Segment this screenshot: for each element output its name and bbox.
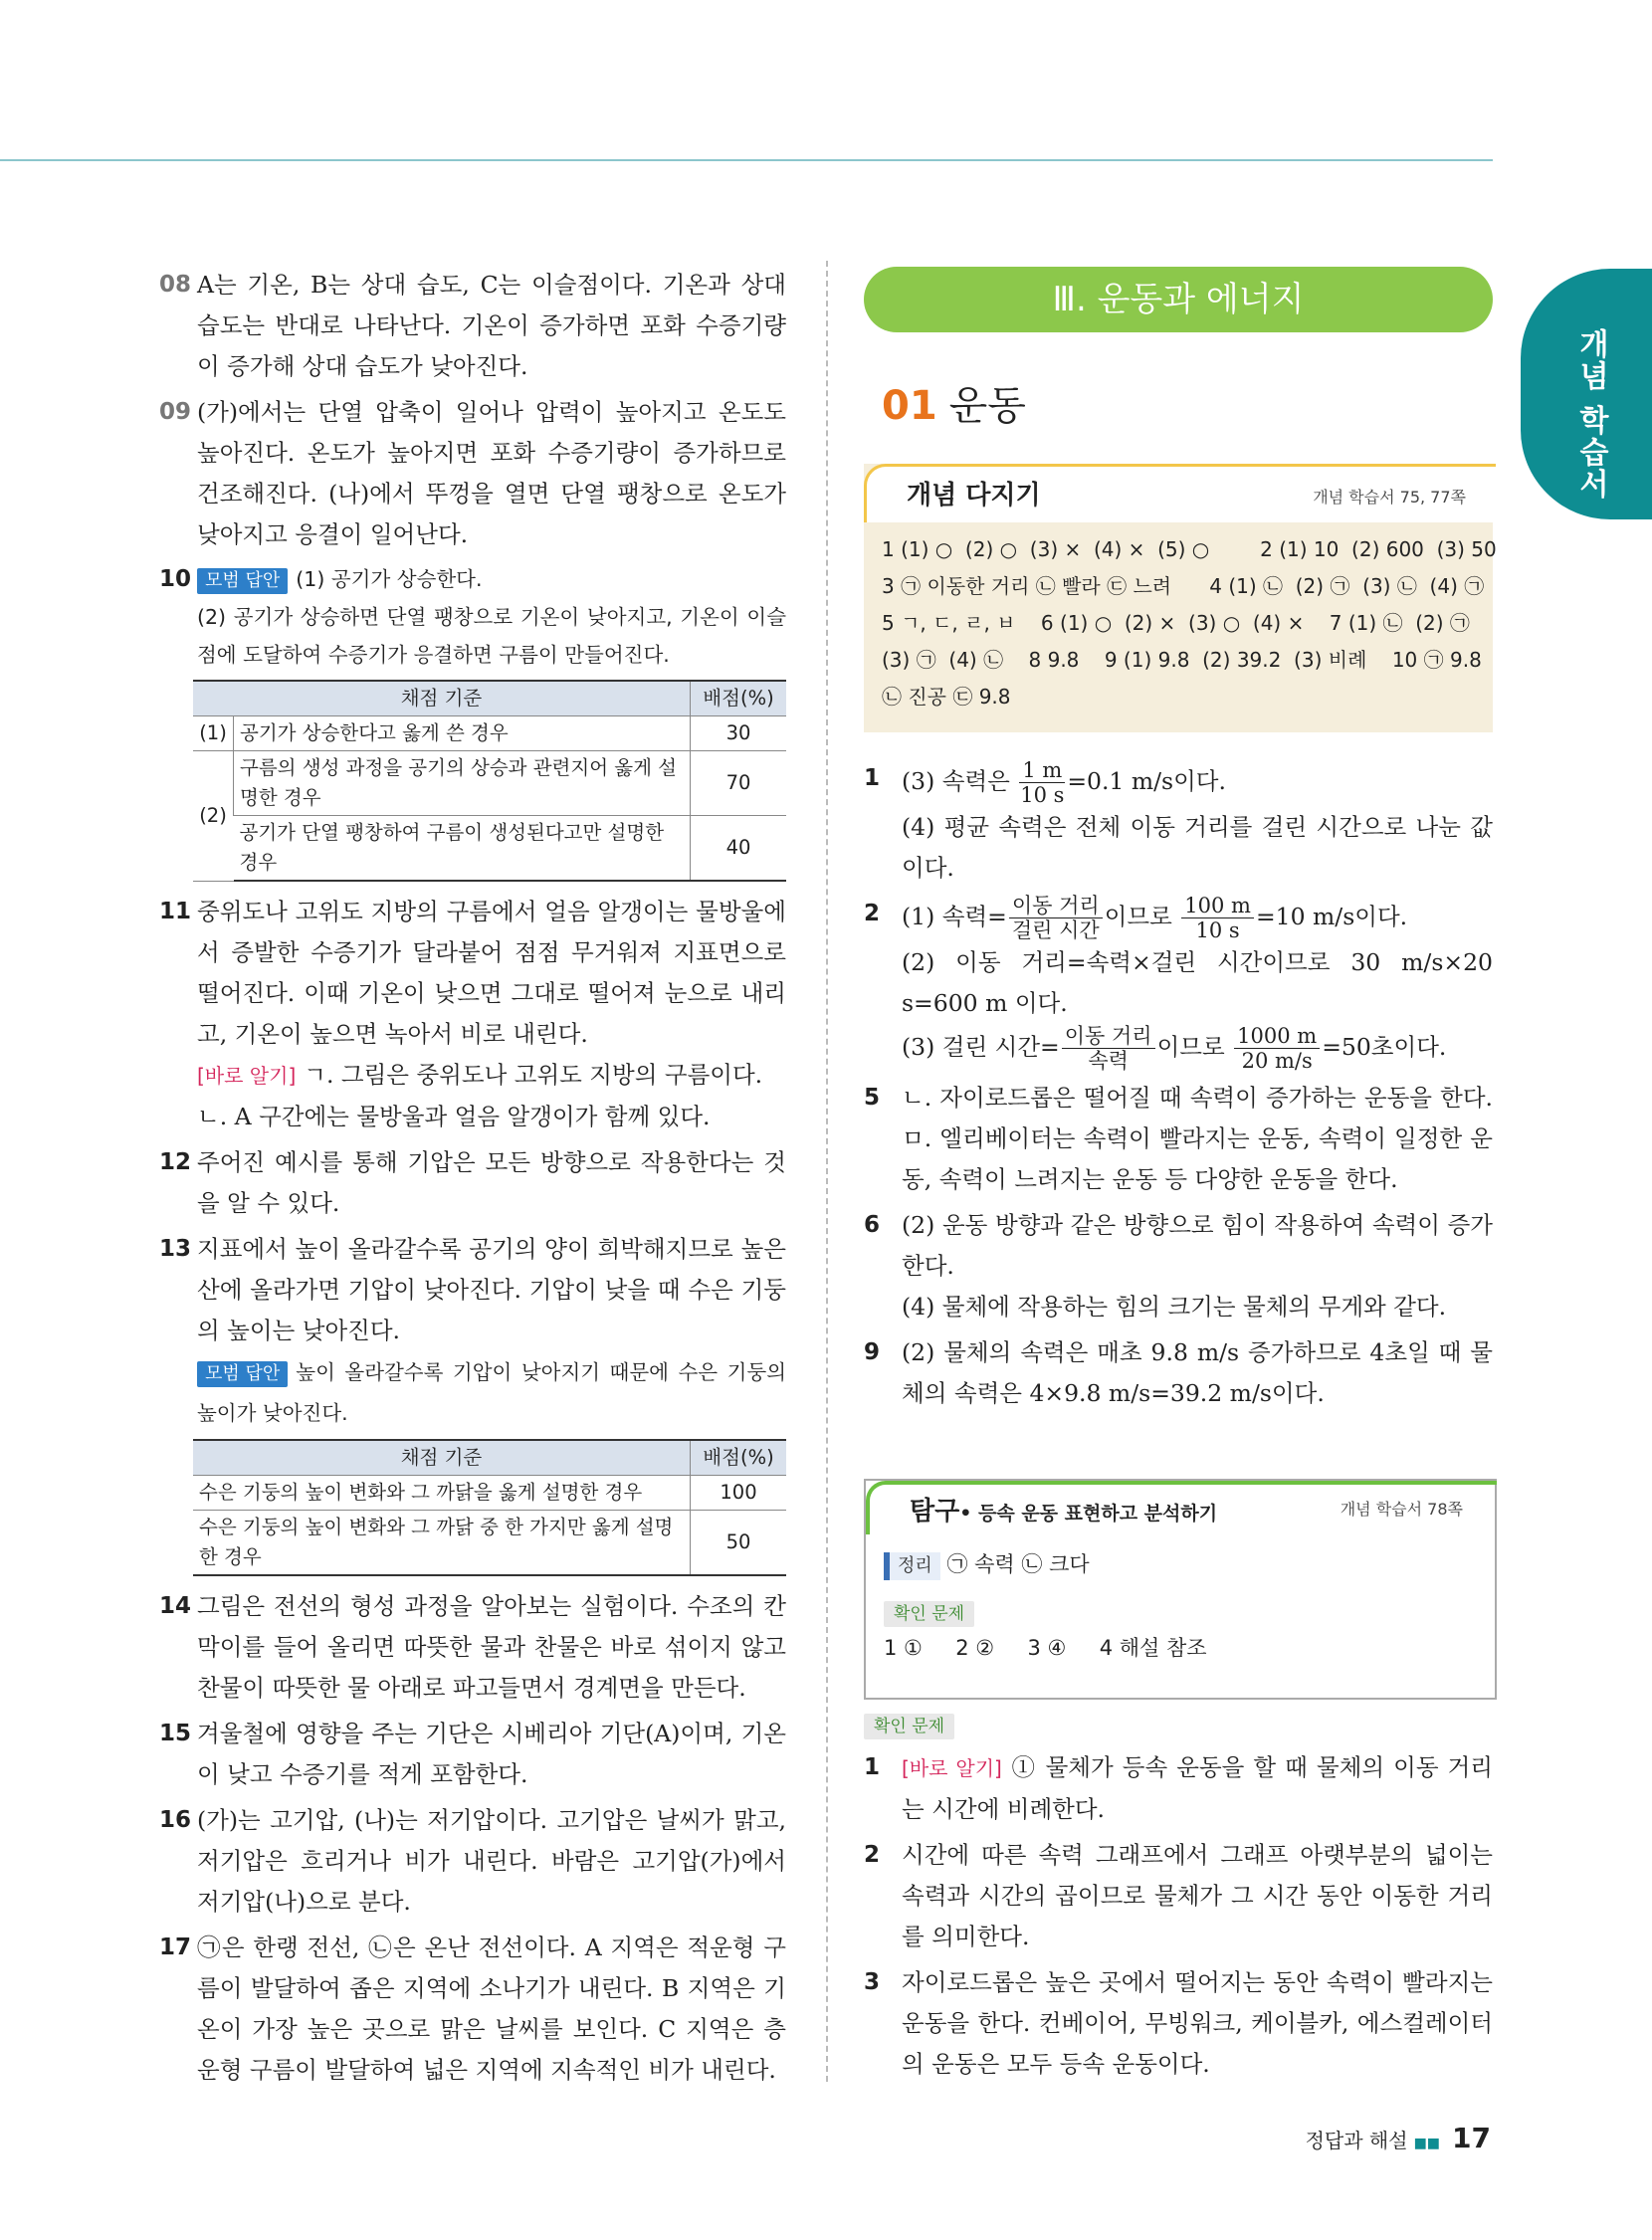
concept-line: 5 ㄱ, ㄷ, ㄹ, ㅂ 6 (1) ○ (2) × (3) ○ (4) × 7 (1) ㉡ (2) ㉠ xyxy=(882,611,1470,635)
item-number: 6 xyxy=(864,1212,881,1238)
explore-ref: 개념 학습서 78쪽 xyxy=(1340,1500,1463,1519)
fraction: $\frac{1 m}{10 s}$ xyxy=(1020,758,1065,807)
item-number: 17 xyxy=(159,1935,192,1960)
check-explanations xyxy=(864,1747,1493,2090)
item-number: 13 xyxy=(159,1236,192,1262)
explanation-5: 5 ㄴ. 자이로드롭은 떨어질 때 속력이 증가하는 운동을 한다. ㅁ. 엘리베이터는 속력이 빨라지는 운동, 속력이 일정한 운동, 속력이 느려지는 운동 등 다양한 운동을 한다. xyxy=(864,1078,1493,1200)
answer-15 xyxy=(159,1714,786,1795)
explanation-2: 2 (1) 속력= $\frac{\text{이동 거리}}{\text{걸린 시간}}$ 이므로 $\frac{100 m}{10 s}$ =10 m/s이다. (2) 이동 거리=속력×걸린 시간이므로 30 m/s×20 s=600 m 이다. (3) 걸린 시간= $\frac{\text{이동 거리}}{\text{속력}}$ 이므로 $\frac{1000 m}{20 m/s}$ =50초이다. xyxy=(864,894,1493,1073)
explanation-1: 1 (3) 속력은 $\frac{1 m}{10 s}$ =0.1 m/s이다. (4) 평균 속력은 전체 이동 거리를 걸린 시간으로 나눈 값이다. xyxy=(864,758,1493,882)
item-number: 16 xyxy=(159,1807,192,1833)
concept-line: 3 ㉠ 이동한 거리 ㉡ 빨라 ㉢ 느려 4 (1) ㉡ (2) ㉠ (3) ㉡ (4) ㉠ xyxy=(882,574,1485,598)
chapter-number: 01 xyxy=(882,383,937,429)
table-header: 배점(%) xyxy=(691,1440,787,1476)
explore-title: 탐구• 등속 운동 표현하고 분석하기 xyxy=(910,1497,1218,1527)
quick-check-label: [바로 알기] xyxy=(902,1756,1002,1780)
check-1: 1 [바로 알기] ① 물체가 등속 운동을 할 때 물체의 이동 거리는 시간에 비례한다. xyxy=(864,1747,1493,1830)
answer-12 xyxy=(159,1142,786,1224)
table-row: 공기가 단열 팽창하여 구름이 생성된다고만 설명한 경우 40 xyxy=(193,816,786,882)
footer-label: 정답과 해설 xyxy=(1305,2129,1408,2152)
fraction: $\frac{100 m}{10 s}$ xyxy=(1181,894,1254,942)
item-number: 2 xyxy=(864,1842,881,1868)
concept-review-ref: 개념 학습서 75, 77쪽 xyxy=(1313,488,1466,507)
item-text: (가)는 고기압, (나)는 저기압이다. 고기압은 날씨가 맑고, 저기압은 흐리거나 비가 내린다. 바람은 고기압(가)에서 저기압(나)으로 분다. xyxy=(197,1806,786,1916)
fraction: $\frac{\text{이동 거리}}{\text{걸린 시간}}$ xyxy=(1009,894,1103,942)
check-tag: 확인 문제 xyxy=(884,1601,974,1627)
note-line: ㄱ. 그림은 중위도나 고위도 지방의 구름이다. xyxy=(304,1061,763,1089)
fraction: $\frac{1000 m}{20 m/s}$ xyxy=(1234,1024,1320,1073)
top-rule xyxy=(0,159,1493,161)
item-text: (가)에서는 단열 압축이 일어나 압력이 높아지고 온도도 높아진다. 온도가 높아지면 포화 수증기량이 증가하므로 건조해진다. (나)에서 뚜껑을 열면 단열 팽창으로 온도가 낮아지고 응결이 일어난다. xyxy=(197,398,786,548)
concept-answers xyxy=(882,531,1497,715)
item-text: 지표에서 높이 올라갈수록 공기의 양이 희박해지므로 높은 산에 올라가면 기압이 낮아진다. 기압이 낮을 때 수은 기둥의 높이는 낮아진다. xyxy=(197,1235,786,1344)
item-text: 그림은 전선의 형성 과정을 알아보는 실험이다. 수조의 칸막이를 들어 올리면 따뜻한 물과 찬물은 바로 섞이지 않고 찬물이 따뜻한 물 아래로 파고들면서 경계면을 만든다. xyxy=(197,1592,786,1702)
item-number: 3 xyxy=(864,1969,881,1995)
item-number: 1 xyxy=(864,765,881,791)
explore-body xyxy=(884,1546,1207,1666)
table-header: 배점(%) xyxy=(691,681,787,716)
answer-line: (2) 공기가 상승하면 단열 팽창으로 기온이 낮아지고, 기온이 이슬점에 도달하여 수증기가 응결하면 구름이 만들어진다. xyxy=(197,605,786,667)
explore-subtitle: • 등속 운동 표현하고 분석하기 xyxy=(959,1503,1218,1525)
explanation-9: 9 (2) 물체의 속력은 매초 9.8 m/s 증가하므로 4초일 때 물체의 속력은 4×9.8 m/s=39.2 m/s이다. xyxy=(864,1332,1493,1414)
unit-banner: Ⅲ. 운동과 에너지 xyxy=(864,267,1493,332)
item-number: 5 xyxy=(864,1085,881,1111)
page-number: 17 xyxy=(1452,2122,1491,2154)
answer-line: (1) 공기가 상승한다. xyxy=(296,567,483,591)
chapter-title xyxy=(882,374,1026,431)
section-side-tab xyxy=(1521,269,1652,519)
page-footer xyxy=(1306,2122,1491,2154)
table-row: 수은 기둥의 높이 변화와 그 까닭 중 한 가지만 옳게 설명한 경우 50 xyxy=(193,1511,786,1576)
answer-08 xyxy=(159,265,786,387)
check-3: 3 자이로드롭은 높은 곳에서 떨어지는 동안 속력이 빨라지는 운동을 한다. 컨베이어, 무빙워크, 케이블카, 에스컬레이터의 운동은 모두 등속 운동이다. xyxy=(864,1962,1493,2085)
left-column xyxy=(159,265,786,2096)
side-tab-label: 개념 학습서 xyxy=(1573,328,1608,501)
item-text: ㉠은 한랭 전선, ㉡은 온난 전선이다. A 지역은 적운형 구름이 발달하여 좁은 지역에 소나기가 내린다. B 지역은 기온이 가장 높은 곳으로 맑은 날씨를 보인다. C 지역은 층운형 구름이 발달하여 넓은 지역에 지속적인 비가 내린다. xyxy=(197,1934,786,2084)
concept-review-box xyxy=(864,464,1497,732)
table-header: 채점 기준 xyxy=(193,681,691,716)
table-row: (2) 구름의 생성 과정을 공기의 상승과 관련지어 옳게 설명한 경우 70 xyxy=(193,751,786,816)
table-row: 수은 기둥의 높이 변화와 그 까닭을 옳게 설명한 경우 100 xyxy=(193,1476,786,1511)
item-number: 11 xyxy=(159,899,192,924)
item-number: 12 xyxy=(159,1149,192,1175)
item-text: 겨울철에 영향을 주는 기단은 시베리아 기단(A)이며, 기온이 낮고 수증기를 적게 포함한다. xyxy=(197,1720,786,1788)
item-number: 10 xyxy=(159,566,192,592)
item-number: 14 xyxy=(159,1593,192,1619)
answer-09 xyxy=(159,392,786,555)
column-divider xyxy=(826,261,828,2082)
grading-table xyxy=(193,680,786,882)
check-problem-label: 확인 문제 xyxy=(864,1714,954,1739)
right-answers xyxy=(864,758,1493,1419)
table-row: (1) 공기가 상승한다고 옳게 쓴 경우 30 xyxy=(193,716,786,751)
fraction: $\frac{\text{이동 거리}}{\text{속력}}$ xyxy=(1062,1024,1155,1073)
footer-dots: ■■ xyxy=(1413,2136,1441,2151)
answer-14 xyxy=(159,1586,786,1709)
model-answer-badge: 모범 답안 xyxy=(197,568,288,594)
item-number: 2 xyxy=(864,901,881,926)
item-number: 9 xyxy=(864,1339,881,1365)
table-header: 채점 기준 xyxy=(193,1440,691,1476)
explore-box xyxy=(864,1479,1497,1700)
summary-tag: 정리 xyxy=(884,1552,940,1580)
item-text: 중위도나 고위도 지방의 구름에서 얼음 알갱이는 물방울에서 증발한 수증기가 달라붙어 점점 무거워져 지표면으로 떨어진다. 이때 기온이 낮으면 그대로 떨어져 눈으로 내리고, 기온이 높으면 녹아서 비로 내린다. xyxy=(197,898,786,1048)
explore-header xyxy=(866,1481,1497,1534)
item-number: 1 xyxy=(864,1754,881,1780)
answer-line: 높이 올라갈수록 기압이 낮아지기 때문에 수은 기둥의 높이가 낮아진다. xyxy=(197,1360,786,1425)
answer-17 xyxy=(159,1928,786,2091)
concept-review-title: 개념 다지기 xyxy=(907,481,1041,510)
summary-text: ㉠ 속력 ㉡ 크다 xyxy=(946,1552,1090,1576)
concept-line: 1 (1) ○ (2) ○ (3) × (4) × (5) ○ 2 (1) 10 (2) 600 (3) 50 xyxy=(882,537,1497,561)
item-number: 15 xyxy=(159,1721,192,1746)
grading-table xyxy=(193,1439,786,1576)
answer-16 xyxy=(159,1800,786,1923)
check-answers: 1 ① 2 ② 3 ④ 4 해설 참조 xyxy=(884,1636,1207,1660)
model-answer-badge: 모범 답안 xyxy=(197,1361,288,1387)
note-line: ㄴ. A 구간에는 물방울과 얼음 알갱이가 함께 있다. xyxy=(197,1103,711,1130)
concept-line: (3) ㉠ (4) ㉡ 8 9.8 9 (1) 9.8 (2) 39.2 (3) 비례 10 ㉠ 9.8 xyxy=(882,648,1482,672)
item-text: A는 기온, B는 상대 습도, C는 이슬점이다. 기온과 상대 습도는 반대로 나타난다. 기온이 증가하면 포화 수증기량이 증가해 상대 습도가 낮아진다. xyxy=(197,271,786,380)
concept-review-header xyxy=(864,464,1496,522)
answer-10 xyxy=(159,560,786,674)
item-number: 09 xyxy=(159,399,192,425)
item-number: 08 xyxy=(159,272,192,298)
chapter-name: 운동 xyxy=(948,383,1026,429)
answer-13 xyxy=(159,1229,786,1433)
answer-11 xyxy=(159,892,786,1137)
item-text: 주어진 예시를 통해 기압은 모든 방향으로 작용한다는 것을 알 수 있다. xyxy=(197,1148,786,1217)
check-2: 2 시간에 따른 속력 그래프에서 그래프 아랫부분의 넓이는 속력과 시간의 곱이므로 물체가 그 시간 동안 이동한 거리를 의미한다. xyxy=(864,1835,1493,1957)
explanation-6: 6 (2) 운동 방향과 같은 방향으로 힘이 작용하여 속력이 증가한다. (4) 물체에 작용하는 힘의 크기는 물체의 무게와 같다. xyxy=(864,1205,1493,1327)
quick-check-label: [바로 알기] xyxy=(197,1064,297,1088)
concept-line: ㉡ 진공 ㉢ 9.8 xyxy=(882,685,1011,709)
